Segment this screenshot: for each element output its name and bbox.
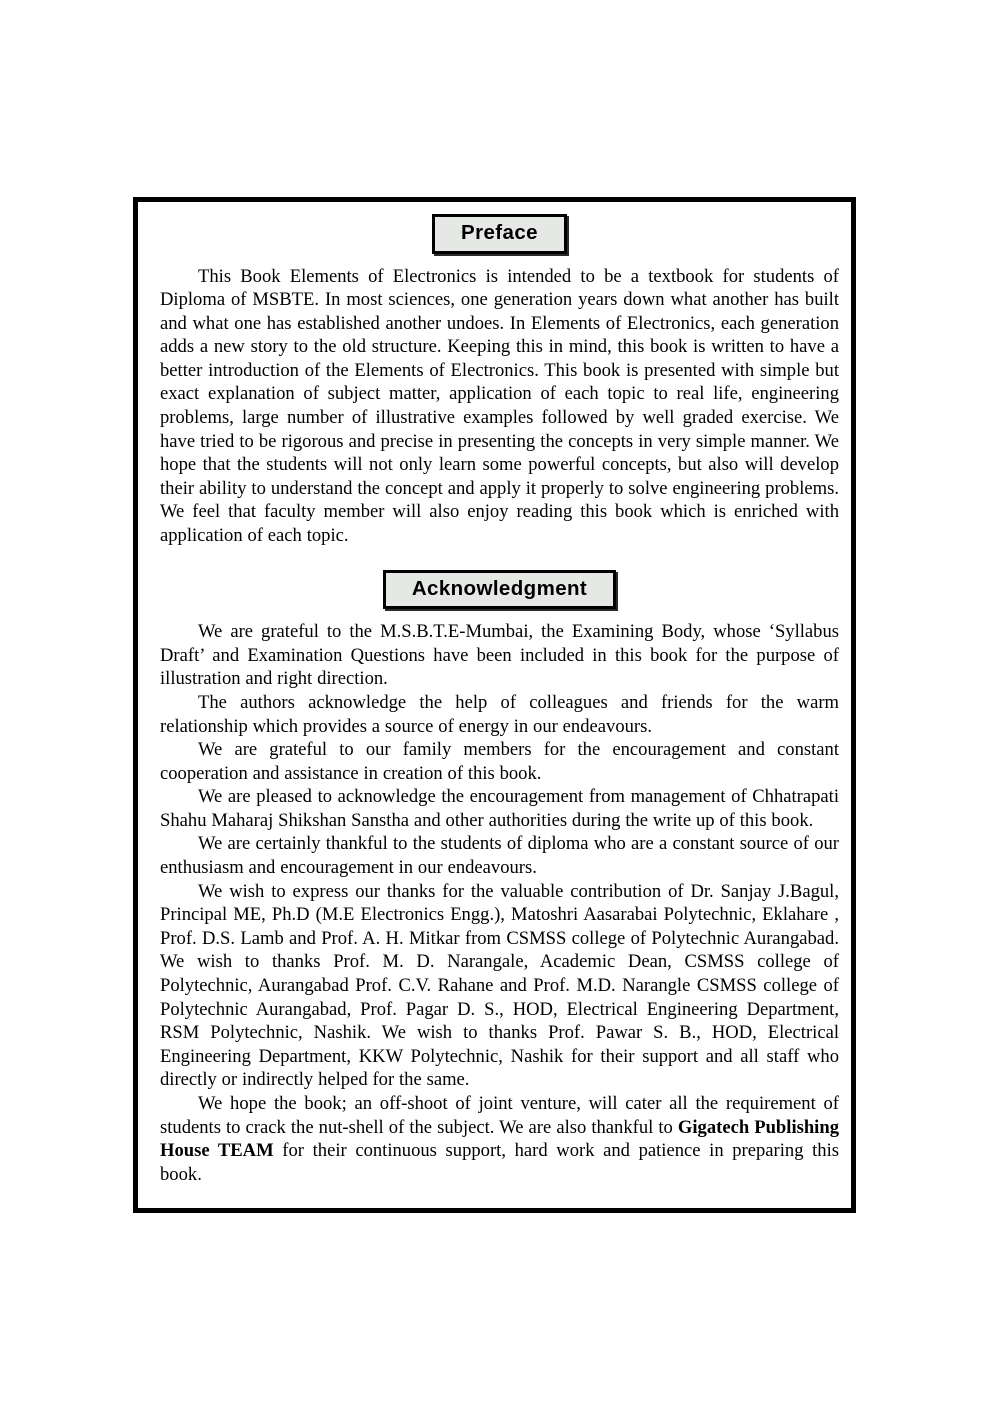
acknowledgment-paragraph-3: We are grateful to our family members for the encouragement and constant cooperation and assistance in creation of this book. [160,739,839,784]
publisher-name: Gigatech Publishing House TEAM [160,1116,839,1162]
preface-body [160,265,839,548]
section-heading-acknowledgment: Acknowledgment [383,570,616,610]
acknowledgment-paragraph-5: We are certainly thankful to the students of diploma who are a constant source of our enthusiasm and encouragement in our endeavours. [160,833,839,879]
final-paragraph-tail: for their continuous support, hard work and patience in preparing this book. [160,1140,839,1185]
acknowledgment-paragraph-final [160,1092,839,1186]
acknowledgment-paragraph-6: We wish to express our thanks for the valuable contribution of Dr. Sanjay J.Bagul, Principal ME, Ph.D (M.E Electronics Engg.), Matoshri Aasarabai Polytechnic, Eklahare , Prof. D.S. Lamb and Prof. A. H. Mitkar from CSMSS college of Polytechnic Aurangabad. We wish to thanks Prof. M. D. Narangale, Academic Dean, CSMSS college of Polytechnic, Aurangabad Prof. C.V. Rahane and Prof. M.D. Narangle CSMSS college of Polytechnic Aurangabad, Prof. Pagar D. S., HOD, Electrical Engineering Department, RSM Polytechnic, Nashik. We wish to thanks Prof. Pawar S. B., HOD, Electrical Engineering Department, KKW Polytechnic, Nashik for their support and all staff who directly or indirectly helped for the same. [160,880,839,1091]
final-paragraph-lead: We hope the book; an off-shoot of joint venture, will cater all the requirement of students to crack the nut-shell of the subject. We are also thankful to [160,1093,839,1138]
preface-paragraph-1: This Book Elements of Electronics is intended to be a textbook for students of Diploma of MSBTE. In most sciences, one generation years down what another has built and what one has established another undoes. In Elements of Electronics, each generation adds a new story to the old structure. Keeping this in mind, this book is written to have a better introduction of the Elements of Electronics. This book is presented with simple but exact explanation of subject matter, application of each topic to real life, engineering problems, large number of illustrative examples followed by well graded exercise. We have tried to be rigorous and precise in presenting the concepts in very simple manner. We hope that the students will not only learn some powerful concepts, but also will develop their ability to understand the concept and apply it properly to solve engineering problems. We feel that faculty member will also enjoy reading this book which is enriched with application of each topic. [160,265,839,547]
section-heading-preface: Preface [432,214,567,254]
page-content [160,208,839,1186]
acknowledgment-paragraph-2: The authors acknowledge the help of colleagues and friends for the warm relationship which provides a source of energy in our endeavours. [160,691,839,737]
acknowledgment-body [160,620,839,1186]
preface-heading-row [160,214,839,254]
page-border-frame [133,197,856,1213]
acknowledgment-heading-row [160,570,839,610]
acknowledgment-paragraph-1: We are grateful to the M.S.B.T.E-Mumbai, the Examining Body, whose ‘Syllabus Draft’ and Examination Questions have been included in this book for the purpose of illustration and right direction. [160,621,839,690]
acknowledgment-paragraph-4: We are pleased to acknowledge the encouragement from management of Chhatrapati Shahu Maharaj Shikshan Sanstha and other authorities during the write up of this book. [160,786,839,831]
